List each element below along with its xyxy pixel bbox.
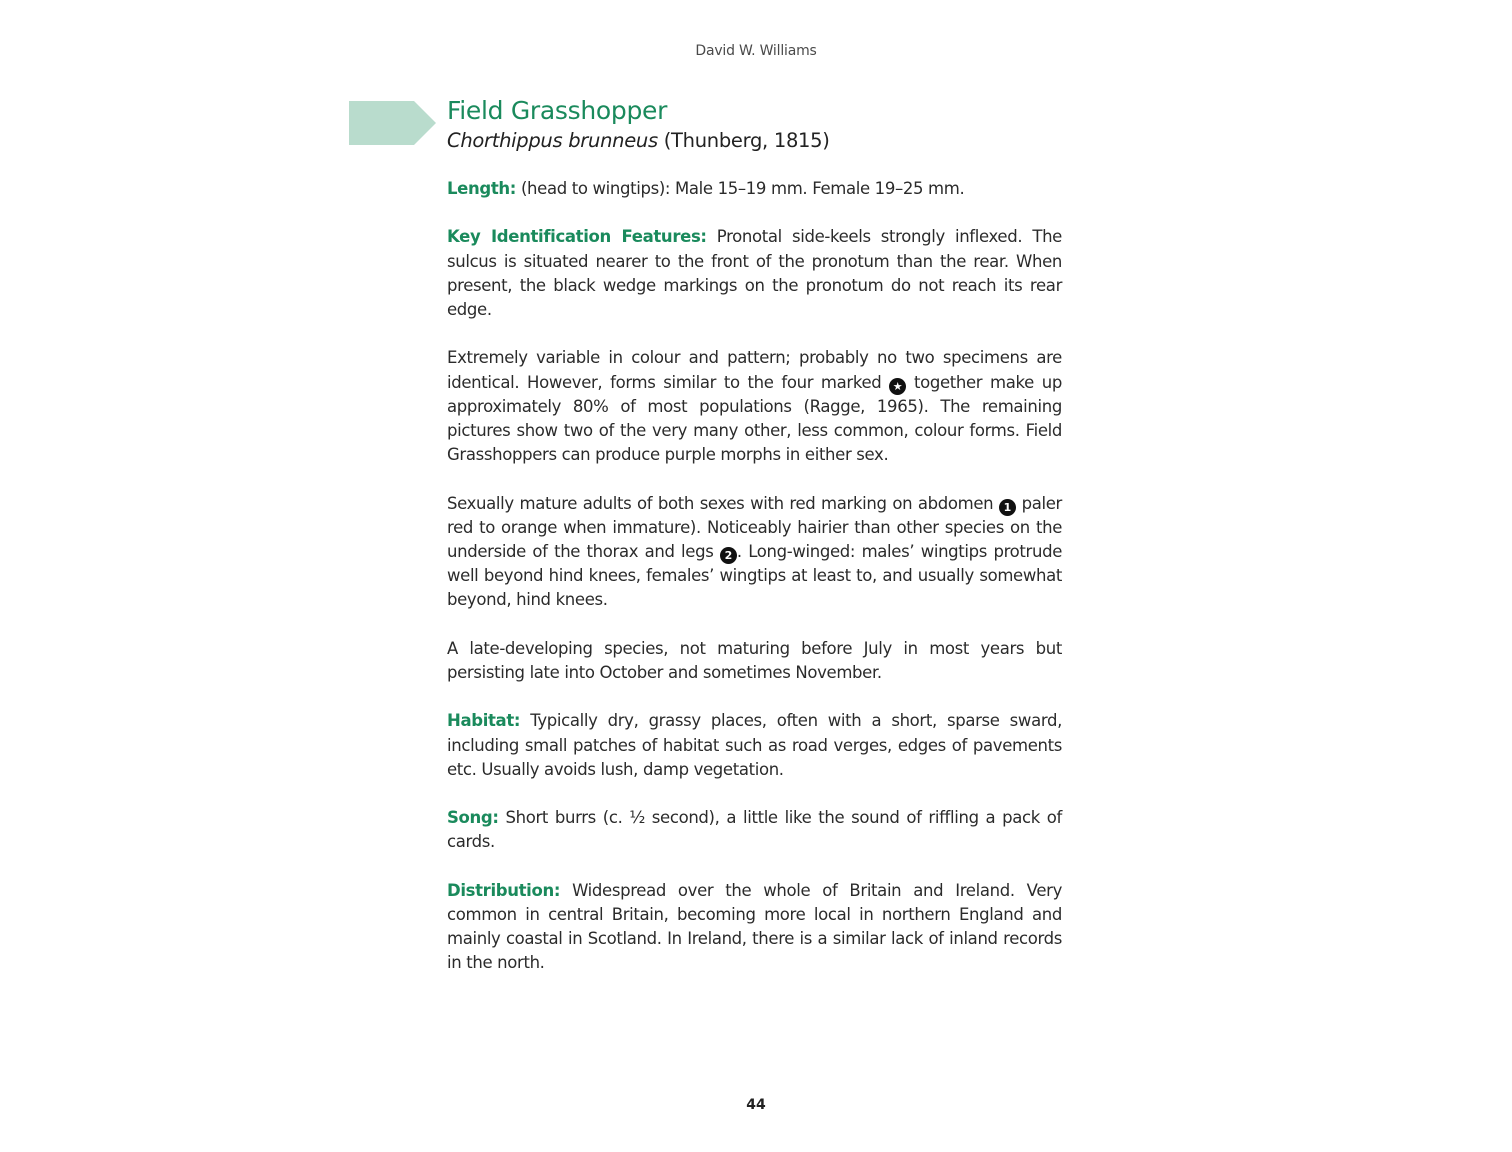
variability-text-before: Extremely variable in colour and pattern; probably no two specimens are identical. However, forms similar to the four marked xyxy=(447,348,1062,392)
species-authority: (Thunberg, 1815) xyxy=(663,129,830,152)
season-text: A late-developing species, not maturing before July in most years but persisting late into October and sometimes November. xyxy=(447,638,1062,682)
key-features-paragraph xyxy=(447,225,1062,322)
song-text: Short burrs (c. ½ second), a little like the sound of riffling a pack of cards. xyxy=(447,808,1063,852)
species-description xyxy=(447,177,1062,1000)
species-common-name: Field Grasshopper xyxy=(447,96,668,125)
variability-text-after: together make up approximately 80% of most populations (Ragge, 1965). The remaining pictures show two of the very many other, less common, colour forms. Field Grasshoppers can produce purple morphs in either sex. xyxy=(447,372,1062,465)
distribution-label: Distribution: xyxy=(447,880,561,900)
running-head-author: David W. Williams xyxy=(695,43,817,59)
season-paragraph xyxy=(447,637,1062,685)
maturity-text-1: Sexually mature adults of both sexes with red marking on abdomen xyxy=(447,493,994,513)
key-features-text: Pronotal side-keels strongly inflexed. The sulcus is situated nearer to the front of the pronotum than the rear. When present, the black wedge markings on the pronotum do not reach its rear edge. xyxy=(447,227,1062,319)
song-label: Song: xyxy=(447,808,499,828)
figure-marker-2-icon: 2 xyxy=(720,547,737,564)
habitat-text: Typically dry, grassy places, often with a short, sparse sward, including small patches of habitat such as road verges, edges of pavements etc. Usually avoids lush, damp vegetation. xyxy=(447,711,1062,779)
star-marker-icon: ★ xyxy=(889,378,906,395)
maturity-text-3: . Long-winged: males’ wingtips protrude well beyond hind knees, females’ wingtips at least to, and usually somewhat beyond, hind knees. xyxy=(447,542,1062,610)
section-tab-marker xyxy=(349,101,436,145)
species-scientific-name: Chorthippus brunneus xyxy=(447,129,658,152)
figure-marker-1-icon: 1 xyxy=(999,499,1016,516)
length-label: Length: xyxy=(447,179,517,198)
species-heading xyxy=(447,95,1087,155)
distribution-paragraph xyxy=(447,879,1062,976)
key-features-label: Key Identification Features: xyxy=(447,227,707,247)
habitat-label: Habitat: xyxy=(447,711,521,731)
length-paragraph xyxy=(447,177,1062,201)
species-scientific-line xyxy=(447,127,1087,155)
variability-paragraph xyxy=(447,346,1062,467)
habitat-paragraph xyxy=(447,709,1062,782)
length-text: (head to wingtips): Male 15–19 mm. Female 19–25 mm. xyxy=(520,179,965,198)
distribution-text: Widespread over the whole of Britain and Ireland. Very common in central Britain, becoming more local in northern England and mainly coastal in Scotland. In Ireland, there is a similar lack of inland records in the north. xyxy=(447,880,1062,973)
maturity-paragraph xyxy=(447,492,1062,613)
page-number: 44 xyxy=(746,1097,766,1113)
maturity-text-2: paler red to orange when immature). Noticeably hairier than other species on the underside of the thorax and legs xyxy=(447,493,1062,561)
song-paragraph xyxy=(447,806,1062,854)
